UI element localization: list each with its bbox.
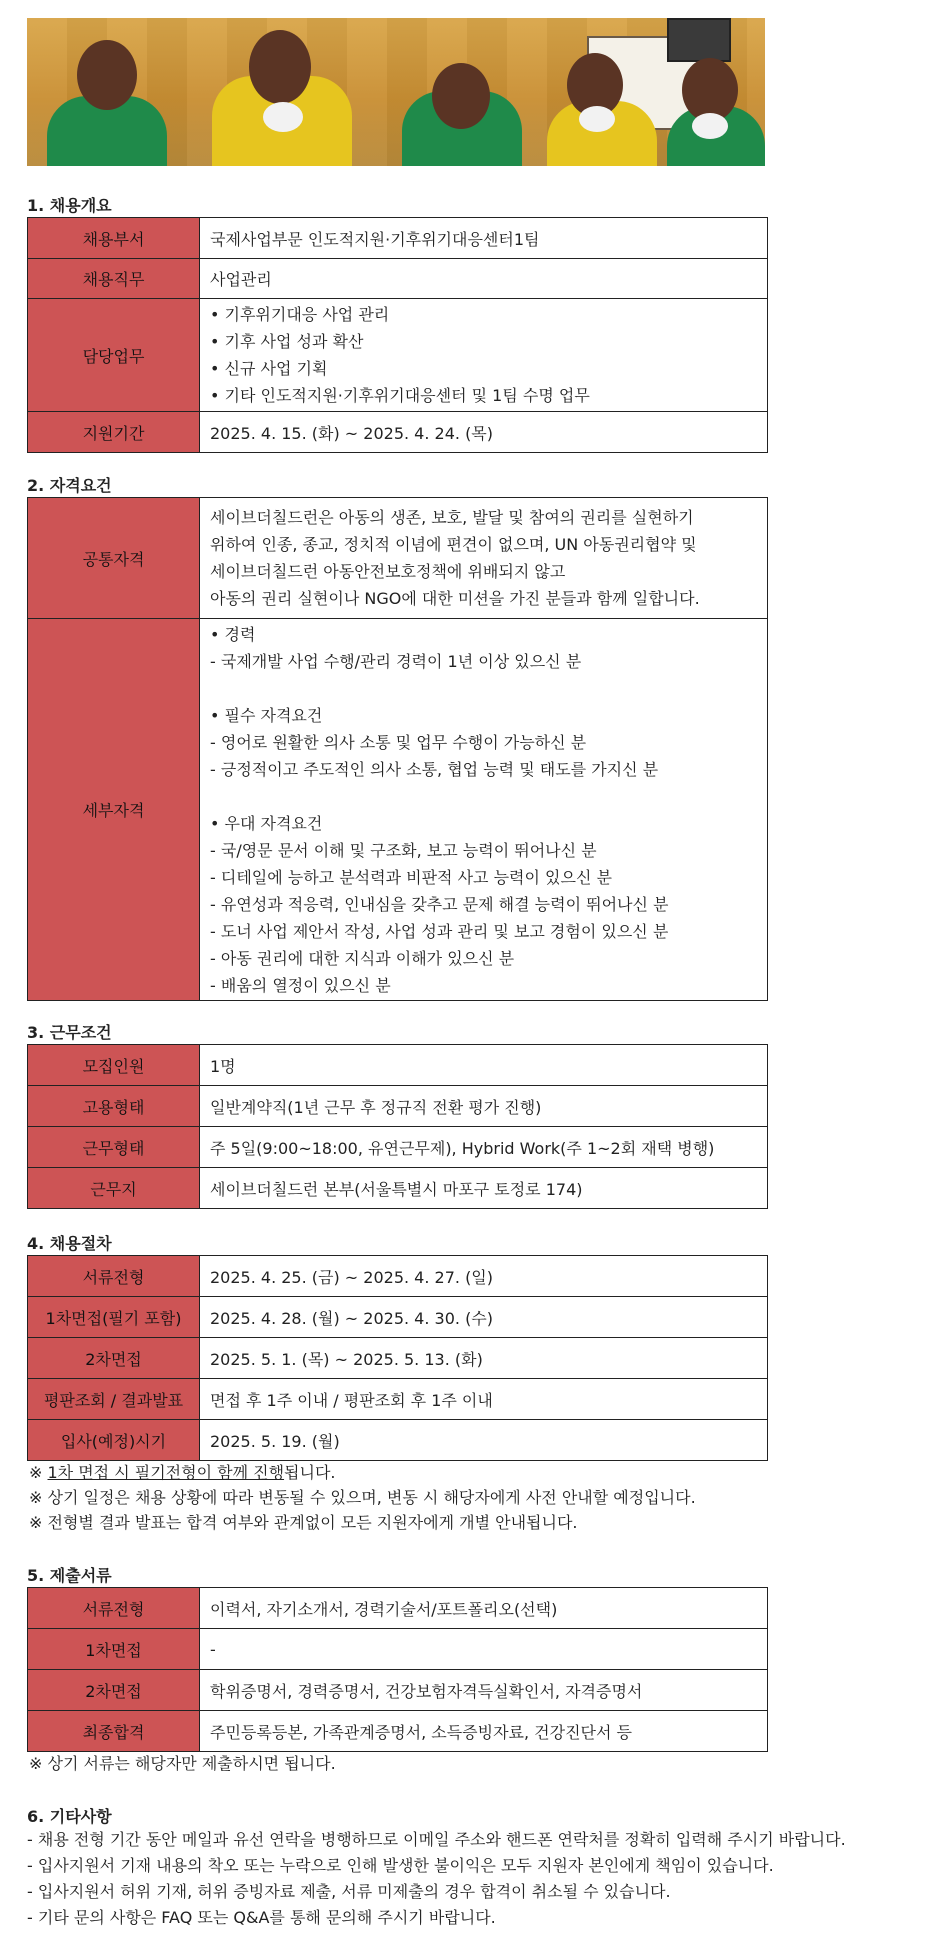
- value-work-type: 주 5일(9:00~18:00, 유연근무제), Hybrid Work(주 1~2회 재택 병행): [200, 1127, 768, 1168]
- etc-line: - 입사지원서 허위 기재, 허위 증빙자료 제출, 서류 미제출의 경우 합격이 취소될 수 있습니다.: [27, 1882, 671, 1901]
- label-start-date: 입사(예정)시기: [28, 1420, 200, 1461]
- detail-line: [210, 783, 757, 810]
- label-docs-screening: 서류전형: [28, 1588, 200, 1629]
- label-first-interview: 1차면접(필기 포함): [28, 1297, 200, 1338]
- value-department: 국제사업부문 인도적지원·기후위기대응센터1팀: [200, 218, 768, 259]
- process-note-1: [29, 1460, 336, 1485]
- etc-line: - 기타 문의 사항은 FAQ 또는 Q&A를 통해 문의해 주시기 바랍니다.: [27, 1908, 496, 1927]
- label-employment-type: 고용형태: [28, 1086, 200, 1127]
- value-job: 사업관리: [200, 259, 768, 299]
- detail-line: [210, 675, 757, 702]
- label-second-interview: 2차면접: [28, 1338, 200, 1379]
- detail-line: - 유연성과 적응력, 인내심을 갖추고 문제 해결 능력이 뛰어나신 분: [210, 894, 669, 914]
- section-title-qualifications: 2. 자격요건: [27, 476, 112, 495]
- section-title-process: 4. 채용절차: [27, 1234, 112, 1253]
- detail-line: • 필수 자격요건: [210, 705, 323, 725]
- label-period: 지원기간: [28, 412, 200, 453]
- duty-item: • 기후위기대응 사업 관리: [210, 305, 390, 324]
- conditions-table: [27, 1044, 768, 1209]
- value-docs-first: -: [200, 1629, 768, 1670]
- documents-table: [27, 1587, 768, 1752]
- value-employment-type: 일반계약직(1년 근무 후 정규직 전환 평가 진행): [200, 1086, 768, 1127]
- detail-line: • 우대 자격요건: [210, 813, 323, 833]
- label-department: 채용부서: [28, 218, 200, 259]
- section-title-etc: 6. 기타사항: [27, 1807, 112, 1826]
- label-common: 공통자격: [28, 498, 200, 619]
- qualifications-table: [27, 497, 768, 1001]
- value-docs-screening: 이력서, 자기소개서, 경력기술서/포트폴리오(선택): [200, 1588, 768, 1629]
- label-job: 채용직무: [28, 259, 200, 299]
- detail-line: - 디테일에 능하고 분석력과 비판적 사고 능력이 있으신 분: [210, 867, 612, 887]
- common-line: 세이브더칠드런은 아동의 생존, 보호, 발달 및 참여의 권리를 실현하기: [210, 508, 694, 527]
- label-docs-second: 2차면접: [28, 1670, 200, 1711]
- duty-item: • 신규 사업 기획: [210, 359, 328, 378]
- value-document-screening: 2025. 4. 25. (금) ~ 2025. 4. 27. (일): [200, 1256, 768, 1297]
- common-line: 아동의 권리 실현이나 NGO에 대한 미션을 가진 분들과 함께 일합니다.: [210, 589, 700, 608]
- label-work-type: 근무형태: [28, 1127, 200, 1168]
- label-docs-first: 1차면접: [28, 1629, 200, 1670]
- duty-item: • 기후 사업 성과 확산: [210, 332, 364, 351]
- documents-note: ※ 상기 서류는 해당자만 제출하시면 됩니다.: [29, 1754, 336, 1773]
- common-line: 위하여 인종, 종교, 정치적 이념에 편견이 없으며, UN 아동권리협약 및: [210, 535, 697, 554]
- banner-image: [27, 18, 765, 166]
- label-document-screening: 서류전형: [28, 1256, 200, 1297]
- label-detail: 세부자격: [28, 619, 200, 1001]
- value-headcount: 1명: [200, 1045, 768, 1086]
- process-table: [27, 1255, 768, 1461]
- etc-line: - 입사지원서 기재 내용의 착오 또는 누락으로 인해 발생한 불이익은 모두 지원자 본인에게 책임이 있습니다.: [27, 1856, 774, 1875]
- value-start-date: 2025. 5. 19. (월): [200, 1420, 768, 1461]
- detail-line: - 영어로 원활한 의사 소통 및 업무 수행이 가능하신 분: [210, 732, 587, 752]
- detail-line: - 도너 사업 제안서 작성, 사업 성과 관리 및 보고 경험이 있으신 분: [210, 921, 669, 941]
- overview-table: [27, 217, 768, 453]
- value-duties: [200, 299, 768, 412]
- detail-line: - 아동 권리에 대한 지식과 이해가 있으신 분: [210, 948, 515, 968]
- note-prefix: ※: [29, 1463, 48, 1482]
- value-first-interview: 2025. 4. 28. (월) ~ 2025. 4. 30. (수): [200, 1297, 768, 1338]
- value-period: 2025. 4. 15. (화) ~ 2025. 4. 24. (목): [200, 412, 768, 453]
- value-detail: [200, 619, 768, 1001]
- detail-line: - 국/영문 문서 이해 및 구조화, 보고 능력이 뛰어나신 분: [210, 840, 597, 860]
- label-docs-final: 최종합격: [28, 1711, 200, 1752]
- value-location: 세이브더칠드런 본부(서울특별시 마포구 토정로 174): [200, 1168, 768, 1209]
- duty-item: • 기타 인도적지원·기후위기대응센터 및 1팀 수명 업무: [210, 386, 590, 405]
- value-second-interview: 2025. 5. 1. (목) ~ 2025. 5. 13. (화): [200, 1338, 768, 1379]
- section-title-conditions: 3. 근무조건: [27, 1023, 112, 1042]
- detail-line: - 긍정적이고 주도적인 의사 소통, 협업 능력 및 태도를 가지신 분: [210, 759, 659, 779]
- note-suffix: 됩니다.: [284, 1463, 336, 1482]
- value-docs-final: 주민등록등본, 가족관계증명서, 소득증빙자료, 건강진단서 등: [200, 1711, 768, 1752]
- process-note-3: ※ 전형별 결과 발표는 합격 여부와 관계없이 모든 지원자에게 개별 안내됩니다.: [29, 1513, 578, 1532]
- common-line: 세이브더칠드런 아동안전보호정책에 위배되지 않고: [210, 562, 566, 581]
- section-title-documents: 5. 제출서류: [27, 1566, 112, 1585]
- value-docs-second: 학위증명서, 경력증명서, 건강보험자격득실확인서, 자격증명서: [200, 1670, 768, 1711]
- label-headcount: 모집인원: [28, 1045, 200, 1086]
- label-reference-result: 평판조회 / 결과발표: [28, 1379, 200, 1420]
- value-reference-result: 면접 후 1주 이내 / 평판조회 후 1주 이내: [200, 1379, 768, 1420]
- section-title-overview: 1. 채용개요: [27, 196, 112, 215]
- detail-line: - 국제개발 사업 수행/관리 경력이 1년 이상 있으신 분: [210, 651, 582, 671]
- process-note-2: ※ 상기 일정은 채용 상황에 따라 변동될 수 있으며, 변동 시 해당자에게 사전 안내할 예정입니다.: [29, 1488, 696, 1507]
- etc-line: - 채용 전형 기간 동안 메일과 유선 연락을 병행하므로 이메일 주소와 핸드폰 연락처를 정확히 입력해 주시기 바랍니다.: [27, 1830, 846, 1849]
- detail-line: • 경력: [210, 624, 256, 644]
- detail-line: - 배움의 열정이 있으신 분: [210, 975, 391, 995]
- value-common: [200, 498, 768, 619]
- note-underlined: 1차 면접 시 필기전형이 함께 진행: [47, 1463, 285, 1482]
- label-location: 근무지: [28, 1168, 200, 1209]
- label-duties: 담당업무: [28, 299, 200, 412]
